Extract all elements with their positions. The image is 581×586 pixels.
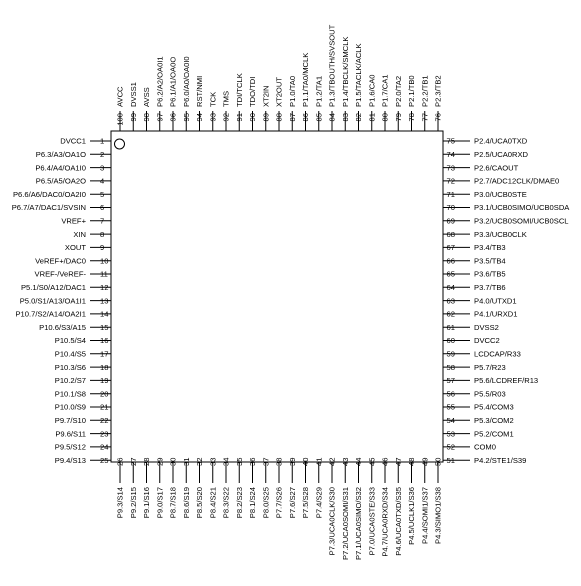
pin-number: 80 [380,113,390,122]
pin-label: P9.5/S12 [54,442,86,452]
pin-number: 40 [301,457,311,466]
pin-number: 99 [128,113,138,122]
pin-label: P1.2/TA1 [314,75,324,107]
pin-number: 41 [314,457,324,466]
pin-number: 27 [128,457,138,466]
pin-label: P3.3/UCB0CLK [474,229,527,239]
pin-label: P8.6/S19 [181,487,191,519]
pin-label: P8.1/S24 [248,487,258,519]
pin-label: AVCC [115,86,125,107]
pin-label: P10.5/S4 [54,336,86,346]
pin-number: 22 [100,416,109,425]
pin-number: 86 [301,113,311,122]
pin-number: 10 [100,256,109,266]
pin-label: DVCC1 [60,136,86,146]
pin-number: 51 [446,455,455,465]
pin-label: P1.7/CA1 [380,74,390,107]
pin-number: 36 [248,457,258,466]
pin-label: P4.0/UTXD1 [474,296,517,306]
pin-number: 55 [446,402,455,412]
pin-label: P6.2/A2/OA0I1 [155,56,165,107]
pin-label: P3.4/TB3 [474,243,506,253]
pin-number: 98 [142,113,152,122]
pin-number: 64 [446,283,455,292]
pin-number: 56 [446,389,455,399]
pin-number: 84 [327,113,337,122]
pin-label: P4.2/STE1/S39 [474,455,527,465]
pin-label: VREF-/VeREF- [34,269,86,279]
pin-label: P7.6/S27 [287,487,297,519]
pin-number: 46 [380,457,390,466]
pin-label: P10.4/S5 [54,349,86,359]
pin-label: P8.2/S23 [234,487,244,519]
pin-number: 42 [327,457,337,466]
pin-label: P7.7/S26 [274,487,284,519]
pin-number: 61 [446,322,455,332]
pin-number: 6 [100,203,105,213]
pin-label: P2.6/CAOUT [474,163,519,173]
pin-label: P9.4/S13 [54,455,86,465]
pin-number: 76 [433,113,443,122]
pin-label: RST/NMI [195,75,205,107]
bottom-pin-group [116,458,443,560]
pin-label: P10.3/S6 [54,362,86,372]
pin-number: 9 [100,243,105,253]
pin-number: 93 [208,113,218,122]
pin-number: 100 [115,113,125,126]
pin-label: P5.6/LCDREF/R13 [474,376,539,386]
pin-label: TCK [208,91,218,107]
pin-label: P1.1/TA0/MCLK [301,52,311,107]
pin-label: P4.5/UCLK1/S36 [407,487,417,545]
pin-label: P7.5/S28 [301,487,311,519]
pin-label: P9.6/S11 [55,429,86,439]
pin-number: 1 [100,136,105,146]
pin-number: 37 [261,457,271,466]
pin-number: 59 [446,349,455,359]
pin-label: P10.6/S3/A15 [39,322,86,332]
pin-label: P3.6/TB5 [474,269,506,279]
pin-label: P5.7/R23 [474,362,506,372]
pin-label: P3.5/TB4 [474,256,506,266]
pin-number: 8 [100,229,105,239]
pin-number: 33 [208,457,218,466]
pin-number: 66 [446,256,455,266]
pin-label: P3.2/UCB0SOMI/UCB0SCL [474,216,569,226]
pin-label: P2.4/UCA0TXD [474,136,528,146]
pin-label: P4.6/UCA0TXD/S35 [393,487,403,556]
pin-number: 71 [446,189,455,199]
pin-number: 77 [420,113,430,122]
pin-label: P4.7/UCA0RXD/S34 [380,487,390,557]
pin-label: P1.5/TACLK/ACLK [354,43,364,107]
pin-number: 31 [181,457,191,466]
pin-number: 50 [433,457,443,466]
pin-number: 48 [407,457,417,466]
pin-number: 79 [393,113,403,122]
pin-label: DVSS2 [474,322,499,332]
pin-number: 72 [446,176,455,186]
pin-number: 88 [274,113,284,122]
pin-label: P2.7/ADC12CLK/DMAE0 [474,176,560,186]
pin-label: P10.2/S7 [54,376,86,386]
pin-number: 19 [100,376,109,386]
pin-label: P9.0/S17 [155,487,165,519]
pin-label: P6.7/A7/DAC1/SVSIN [11,203,86,213]
pin-number: 12 [100,283,109,292]
pin-number: 78 [407,113,417,122]
pin-label: P1.4/TBCLK/SMCLK [340,36,350,107]
pin-label: P9.2/S15 [128,487,138,519]
pin-number: 28 [142,457,152,466]
pin-label: LCDCAP/R33 [474,349,521,359]
pin-number: 52 [446,442,455,452]
pin-label: AVSS [142,87,152,107]
pin-label: P6.5/A5/OA2O [35,176,86,186]
pin-number: 89 [261,113,271,122]
pin-number: 82 [354,113,364,122]
left-pin-group [12,137,111,465]
pin-label: P7.4/S29 [314,487,324,519]
pin-number: 7 [100,216,105,226]
pin-number: 74 [446,150,455,159]
pin-label: P3.7/TB6 [474,283,506,292]
pin-label: P2.0/TA2 [393,75,403,107]
pin-number: 58 [446,362,455,372]
pin-label: P10.0/S9 [54,402,86,412]
pin-label: XIN [73,229,86,239]
pin-number: 32 [195,457,205,466]
pin-number: 43 [340,457,350,466]
pin-label: P1.0/TA0 [287,75,297,107]
pin-number: 35 [234,457,244,466]
pin-label: XOUT [64,243,86,253]
pin-label: P1.6/CA0 [367,74,377,107]
top-pin-group [116,24,443,131]
pin-label: DVSS1 [128,82,138,107]
pin-label: VeREF+/DAC0 [35,256,86,266]
pin-number: 85 [314,113,324,122]
pin-number: 81 [367,113,377,122]
pin-label: P10.7/S2/A14/OA2I1 [15,309,86,319]
pin-number: 21 [100,402,109,412]
pin-label: P4.1/URXD1 [474,309,518,319]
pin-label: TDI/TCLK [234,73,244,107]
pin-label: P4.3/SIMO1/S38 [433,487,443,544]
pin-number: 87 [287,113,297,122]
pin-number: 94 [195,113,205,122]
pin-number: 16 [100,336,109,346]
pin-number: 65 [446,269,455,279]
pin-label: P3.0/UCB0STE [474,189,527,199]
pin-number: 62 [446,309,455,319]
pin-label: P2.2/TB1 [420,75,430,107]
pin-number: 30 [168,457,178,466]
pin-number: 91 [234,113,244,122]
pin-label: P5.2/COM1 [474,429,514,439]
pin-label: XT2IN [261,85,271,107]
pin-number: 49 [420,457,430,466]
pin-number: 67 [446,243,455,253]
pin-label: P8.0/S25 [261,487,271,519]
pin-number: 25 [100,455,109,465]
pin-label: P8.5/S20 [195,487,205,519]
pin-number: 3 [100,163,105,173]
pin-number: 96 [168,113,178,122]
pin-number: 60 [446,336,455,346]
pin-number: 13 [100,296,109,306]
pin-label: P5.3/COM2 [474,416,514,425]
pin-number: 26 [115,457,125,466]
pin-label: P2.1/TB0 [407,75,417,107]
pin-label: P6.3/A3/OA1O [35,150,86,159]
pin-number: 17 [100,349,109,359]
pin-label: P2.3/TB2 [433,75,443,107]
pin-number: 38 [274,457,284,466]
pin-number: 54 [446,416,455,425]
pin-label: TDO/TDI [248,76,258,107]
pin-number: 45 [367,457,377,466]
pin-number: 63 [446,296,455,306]
pin-number: 5 [100,189,105,199]
pin-number: 47 [393,457,403,466]
pin-number: 97 [155,113,165,122]
pin-label: P5.4/COM3 [474,402,514,412]
pin-number: 14 [100,309,109,319]
pin-number: 70 [446,203,455,213]
pin-label: P6.1/A1/OA0O [168,56,178,107]
pin-number: 69 [446,216,455,226]
pin-label: P4.4/SOMI1/S37 [420,487,430,544]
pin-number: 57 [446,376,455,386]
pin-label: P7.1/UCA0SIMO/S32 [354,487,364,561]
pin-number: 15 [100,322,109,332]
pin-number: 24 [100,442,109,452]
pin-label: P5.5/R03 [474,389,506,399]
pin-number: 23 [100,429,109,439]
pin-label: P10.1/S8 [54,389,86,399]
pin-number: 4 [100,176,105,186]
pin-number: 11 [100,269,108,279]
pin-label: TMS [221,90,231,107]
pin-label: DVCC2 [474,336,500,346]
pin-label: P9.1/S16 [142,487,152,519]
pin-number: 90 [248,113,258,122]
pin-label: COM0 [474,442,496,452]
pin-label: P6.0/A0/OA0I0 [181,56,191,107]
pin-number: 44 [354,457,364,466]
pin-number: 18 [100,362,109,372]
right-pin-group [443,137,570,465]
pin-label: P7.3/UCA0CLK/S30 [327,487,337,556]
pin-number: 34 [221,457,231,466]
pin-number: 73 [446,163,455,173]
pin-number: 29 [155,457,165,466]
pin-label: P2.5/UCA0RXD [474,150,529,159]
pin-label: P8.7/S18 [168,487,178,519]
pin-label: P9.7/S10 [54,416,86,425]
pin-label: VREF+ [61,216,86,226]
pin-number: 83 [340,113,350,122]
chip-body [111,131,443,462]
pin-number: 68 [446,229,455,239]
pin1-marker [115,139,125,149]
pin-number: 95 [181,113,191,122]
pin-label: P9.3/S14 [115,487,125,519]
pin-label: P5.0/S1/A13/OA1I1 [19,296,86,306]
pin-number: 20 [100,389,109,399]
pin-label: P3.1/UCB0SIMO/UCB0SDA [474,203,570,213]
pin-label: P8.4/S21 [208,487,218,519]
pin-number: 75 [446,136,455,146]
pin-label: P6.4/A4/OA1I0 [35,163,86,173]
pin-label: P5.1/S0/A12/DAC1 [20,283,86,292]
pin-label: P6.6/A6/DAC0/OA2I0 [12,189,86,199]
pin-label: P8.3/S22 [221,487,231,519]
pin-number: 53 [446,429,455,439]
pin-label: P7.0/UCA0STE/S33 [367,487,377,556]
pin-label: P1.3/TBOUTH/SVSOUT [327,24,337,107]
pin-label: P7.2/UCA0SOMI/S31 [340,487,350,561]
pin-number: 39 [287,457,297,466]
pin-number: 92 [221,113,231,122]
pin-number: 2 [100,150,105,159]
pin-label: XT2OUT [274,77,284,107]
